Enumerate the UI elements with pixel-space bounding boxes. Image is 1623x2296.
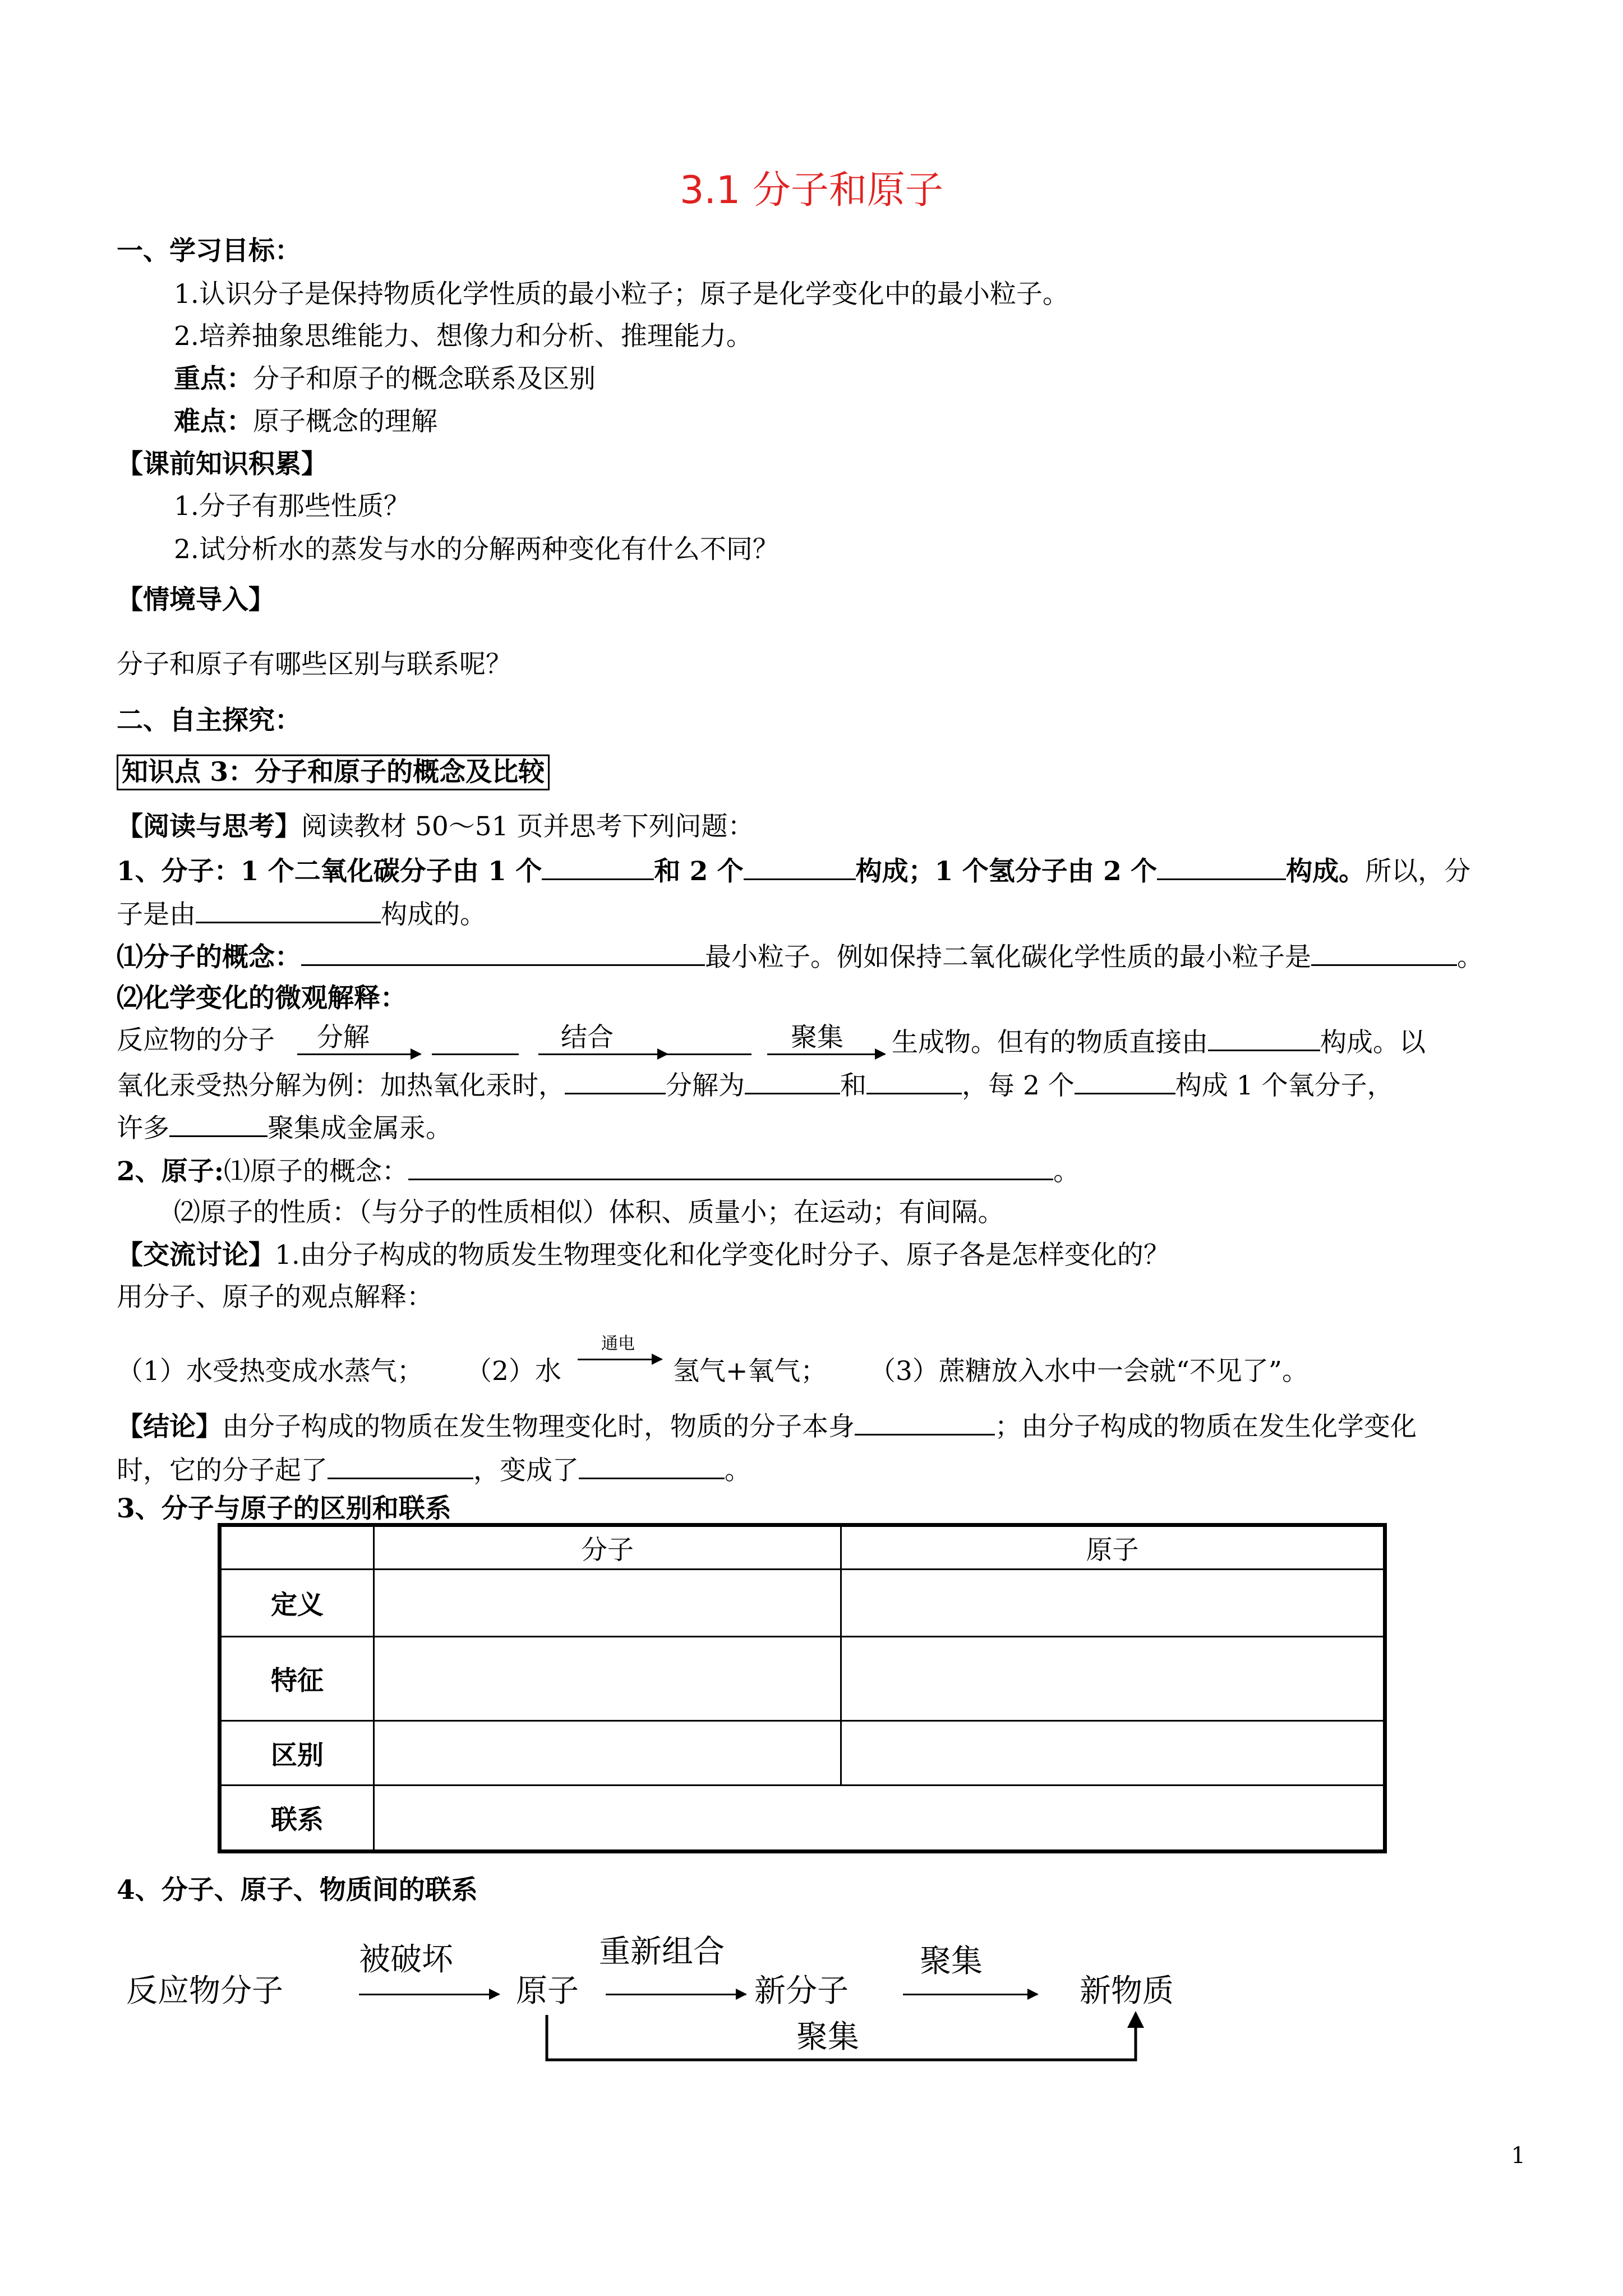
prior-question-2: 2.试分析水的蒸发与水的分解两种变化有什么不同？: [174, 534, 779, 565]
read-think-text: 阅读教材 50～51 页并思考下列问题：: [301, 811, 754, 842]
mercury-text-a: 氧化汞受热分解为例：加热氧化汞时，: [117, 1070, 565, 1101]
bottom-arrow-label-gather: 聚集: [796, 2019, 859, 2055]
atom-concept-end: 。: [1053, 1156, 1080, 1187]
row-label-difference: 区别: [220, 1721, 374, 1786]
electrolysis-condition: 通电: [601, 1334, 635, 1354]
atom-properties: ⑵原子的性质：（与分子的性质相似）体积、质量小；在运动；有间隔。: [174, 1197, 1004, 1228]
page-title: 3.1 分子和原子: [680, 168, 943, 213]
molecule-text-c: 构成；1 个氢分子由 2 个: [855, 856, 1158, 887]
arrow-label-gather-top: 聚集: [920, 1943, 983, 1980]
discussion-text: 1.由分子构成的物质发生物理变化和化学变化时分子、原子各是怎样变化的？: [275, 1240, 1170, 1271]
mercury-text-d: ，每 2 个: [962, 1070, 1075, 1101]
conclusion-text-e: 。: [725, 1455, 751, 1486]
row-label-features: 特征: [220, 1637, 374, 1721]
intro-heading: 【情境导入】: [117, 585, 275, 615]
comparison-heading: 3、分子与原子的区别和联系: [117, 1493, 451, 1524]
conclusion-text-c: 时，它的分子起了: [117, 1455, 328, 1486]
explain-prompt: 用分子、原子的观点解释：: [117, 1282, 433, 1313]
conclusion-text-d: ，变成了: [473, 1455, 579, 1486]
knowledge-point-title: 知识点 3：分子和原子的概念及比较: [117, 754, 550, 790]
difficult-point-text: 原子概念的理解: [253, 406, 437, 437]
molecule-text-f: 子是由: [117, 899, 196, 930]
micro-mid: 生成物。但有的物质直接由: [892, 1027, 1208, 1058]
conclusion-label: 【结论】: [117, 1411, 222, 1442]
example-1: （1）水受热变成水蒸气；: [117, 1356, 423, 1387]
intro-text: 分子和原子有哪些区别与联系呢？: [117, 649, 512, 680]
mercury-text-g: 聚集成金属汞。: [268, 1113, 452, 1144]
prior-question-1: 1.分子有那些性质？: [174, 491, 410, 522]
mercury-text-f: 许多: [117, 1113, 169, 1144]
arrow-label-recombine: 重新组合: [599, 1934, 725, 1970]
atom-concept-text: ⑴原子的概念：: [224, 1156, 409, 1187]
key-point-text: 分子和原子的概念联系及区别: [253, 364, 596, 394]
conclusion-text-b: ；由分子构成的物质在发生化学变化: [995, 1411, 1417, 1442]
column-header-atom: 原子: [841, 1525, 1385, 1570]
micro-explanation-label: ⑵化学变化的微观解释：: [117, 983, 407, 1014]
conclusion-text-a: 由分子构成的物质在发生物理变化时，物质的分子本身: [222, 1411, 855, 1442]
molecule-text-g: 构成的。: [381, 899, 486, 930]
row-label-definition: 定义: [220, 1570, 374, 1637]
mercury-text-b: 分解为: [666, 1070, 745, 1101]
section-heading-goals: 一、学习目标：: [117, 236, 301, 266]
arrow-label-gather: 聚集: [791, 1022, 843, 1053]
node-reactant-molecule: 反应物分子: [126, 1973, 283, 2009]
page-number: 1: [1511, 2143, 1525, 2169]
node-atom: 原子: [516, 1973, 579, 2009]
molecule-text-a: 1、分子：1 个二氧化碳分子由 1 个: [117, 856, 542, 887]
molecule-text-b: 和 2 个: [654, 856, 744, 887]
micro-end: 构成。以: [1320, 1027, 1426, 1058]
relation-diagram-heading: 4、分子、原子、物质间的联系: [117, 1875, 478, 1906]
prior-knowledge-heading: 【课前知识积累】: [117, 449, 328, 480]
molecule-concept-mid: 最小粒子。例如保持二氧化碳化学性质的最小粒子是: [705, 942, 1311, 973]
molecule-text-d: 构成。: [1286, 856, 1366, 887]
example-3: （3）蔗糖放入水中一会就“不见了”。: [869, 1356, 1308, 1387]
section-heading-explore: 二、自主探究：: [117, 705, 301, 736]
mercury-text-c: 和: [840, 1070, 866, 1101]
goal-2: 2.培养抽象思维能力、想像力和分析、推理能力。: [174, 321, 753, 352]
column-header-molecule: 分子: [374, 1525, 841, 1570]
read-think-label: 【阅读与思考】: [117, 811, 301, 842]
arrow-label-decompose: 分解: [317, 1022, 370, 1053]
node-new-substance: 新物质: [1080, 1973, 1174, 2009]
node-new-molecule: 新分子: [754, 1973, 849, 2009]
goal-1: 1.认识分子是保持物质化学性质的最小粒子；原子是化学变化中的最小粒子。: [174, 279, 1069, 310]
molecule-concept-label: ⑴分子的概念：: [117, 942, 301, 973]
mercury-text-e: 构成 1 个氧分子，: [1175, 1070, 1394, 1101]
molecule-concept-end: 。: [1457, 942, 1483, 973]
atom-label: 2、原子:: [117, 1156, 224, 1187]
discussion-label: 【交流讨论】: [117, 1240, 275, 1271]
arrow-label-combine: 结合: [561, 1022, 614, 1053]
arrow-label-broken: 被破坏: [359, 1941, 453, 1978]
row-label-relation: 联系: [220, 1786, 374, 1852]
example-2-products: 氢气+氧气；: [673, 1356, 827, 1387]
molecule-text-e: 所以，分: [1365, 856, 1471, 887]
micro-start: 反应物的分子: [117, 1025, 275, 1056]
key-point-label: 重点：: [174, 364, 253, 394]
example-2-water: （2）水: [465, 1356, 561, 1387]
difficult-point-label: 难点：: [174, 406, 253, 437]
